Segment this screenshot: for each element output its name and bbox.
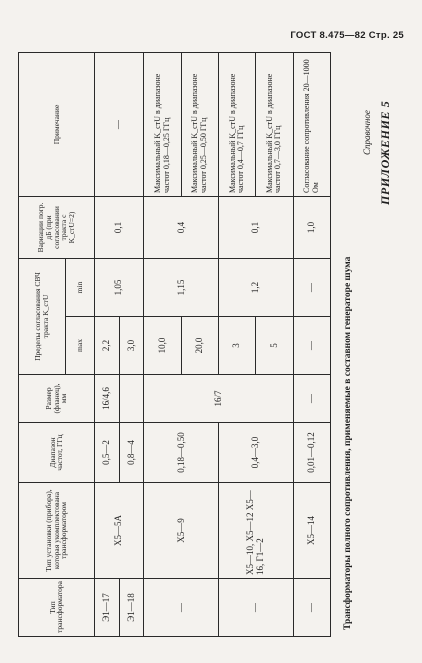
header-limit-min: min: [65, 258, 94, 316]
cell-size: [119, 375, 144, 423]
appendix-title: ПРИЛОЖЕНИЕ 5: [378, 100, 392, 205]
cell-type: —: [219, 579, 294, 637]
cell-device: Х5—9: [144, 483, 219, 579]
cell-var: 0,1: [94, 196, 143, 258]
cell-range: 0,18—0,50: [144, 423, 219, 483]
cell-var: 1,0: [293, 196, 330, 258]
cell-note: —: [94, 52, 143, 196]
cell-min: 1,05: [94, 258, 143, 316]
header-limits: Пределы согласования СВЧ тракта K_стU: [19, 258, 66, 374]
header-row: [19, 52, 66, 636]
cell-max: —: [293, 317, 330, 375]
cell-note: Максимальный K_стU в диапазоне частот 0,18—0,25 ГГц: [144, 52, 181, 196]
table-row: [219, 52, 256, 636]
cell-size: —: [293, 375, 330, 423]
cell-max: 3,0: [119, 317, 144, 375]
header-device: Тип установки (прибора), которая укомплектована трансформатором: [19, 483, 95, 579]
cell-note: Максимальный K_стU в диапазоне частот 0,7—3,0 ГГц: [256, 52, 293, 196]
cell-device: Х5—5А: [94, 483, 143, 579]
cell-range: 0,8—4: [119, 423, 144, 483]
cell-range: 0,4—3,0: [219, 423, 294, 483]
header-size: Размер (фланец), мм: [19, 375, 95, 423]
cell-min: 1,15: [144, 258, 219, 316]
cell-note: Согласование сопротивления 20—1000 Ом: [293, 52, 330, 196]
transformers-table: [18, 52, 331, 637]
cell-max: 2,2: [94, 317, 119, 375]
header-type: Тип трансформатора: [19, 579, 95, 637]
page-header: ГОСТ 8.475—82 Стр. 25: [290, 30, 404, 41]
cell-range: 0,5—2: [94, 423, 119, 483]
header-range: Диапазон частот, ГГц: [19, 423, 95, 483]
cell-range: 0,01—0,12: [293, 423, 330, 483]
table-row: [144, 52, 181, 636]
cell-var: 0,1: [219, 196, 294, 258]
cell-var: 0,4: [144, 196, 219, 258]
cell-min: 1,2: [219, 258, 294, 316]
cell-device: Х5—14: [293, 483, 330, 579]
header-limit-max: max: [65, 317, 94, 375]
cell-note: Максимальный K_стU в диапазоне частот 0,4—0,7 ГГц: [219, 52, 256, 196]
cell-device: Х5—10, Х5—12 Х5—16, Г1—2: [219, 483, 294, 579]
header-note: Примечание: [19, 52, 95, 196]
cell-type: Э1—17: [94, 579, 119, 637]
cell-min: —: [293, 258, 330, 316]
cell-type: Э1—18: [119, 579, 144, 637]
cell-max: 3: [219, 317, 256, 375]
cell-max: 20,0: [181, 317, 218, 375]
cell-type: —: [293, 579, 330, 637]
cell-size: 16/4,6: [94, 375, 119, 423]
rotated-page: [0, 50, 410, 650]
cell-max: 5: [256, 317, 293, 375]
cell-note: Максимальный K_стU в диапазоне частот 0,25—0,50 ГГц: [181, 52, 218, 196]
table-row: [293, 52, 330, 636]
table-row: [94, 52, 119, 636]
cell-size: 16/7: [144, 375, 293, 423]
appendix-subtitle: Справочное: [362, 110, 372, 155]
table-caption: Трансформаторы полного сопротивления, применяемые в составном генераторе шума: [343, 256, 353, 630]
cell-max: 10,0: [144, 317, 181, 375]
cell-type: —: [144, 579, 219, 637]
header-variation: Вариации погр. дБ (при согласовании тракта с K_стU=2): [19, 196, 95, 258]
